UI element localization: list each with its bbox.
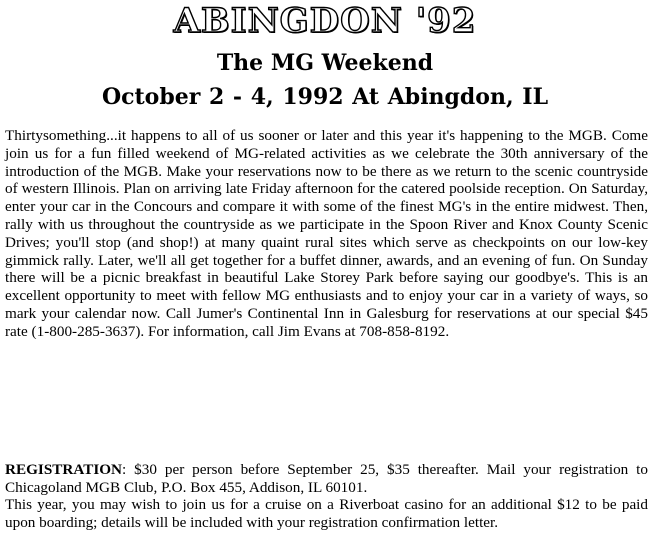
- intro-paragraph: Thirtysomething...it happens to all of us sooner or later and this year it's happening to the MGB. Come join us for a fun filled weekend of MG-related activities as we celebrate the 30th anniversary of the introduction of the MGB. Make your reservations now to be there as we return to the scenic countryside of western Illinois. Plan on arriving late Friday afternoon for the catered poolside reception. On Saturday, enter your car in the Concours and compare it with some of the finest MG's in the entire midwest. Then, rally with us throughout the countryside as we participate in the Spoon River and Knox County Scenic Drives; you'll stop (and shop!) at many quaint rural sites which serve as checkpoints on our low-key gimmick rally. Later, we'll all get together for a buffet dinner, awards, and an evening of fun. On Sunday there will be a picnic breakfast in beautiful Lake Storey Park before saying our goodbye's. This is an excellent opportunity to meet with fellow MG enthusiasts and to enjoy your car in a variety of ways, so mark your calendar now. Call Jumer's Continental Inn in Galesburg for reservations at our special $45 rate (1-800-285-3637). For information, call Jim Evans at 708-858-8192.: [5, 127, 648, 340]
- registration-paragraph: [5, 461, 648, 497]
- registration-label: REGISTRATION: [5, 461, 123, 478]
- document-subtitle: The MG Weekend: [216, 50, 434, 76]
- document-title: ABINGDON '92: [173, 1, 477, 41]
- riverboat-paragraph: This year, you may wish to join us for a cruise on a Riverboat casino for an additional $12 to be paid upon boarding; details will be included with your registration confirmation letter.: [5, 496, 648, 531]
- event-date-line: October 2 - 4, 1992 At Abingdon, IL: [101, 84, 549, 110]
- registration-text: : $30 per person before September 25, $35 thereafter. Mail your registration to Chicagoland MGB Club, P.O. Box 455, Addison, IL 60101.: [5, 461, 648, 496]
